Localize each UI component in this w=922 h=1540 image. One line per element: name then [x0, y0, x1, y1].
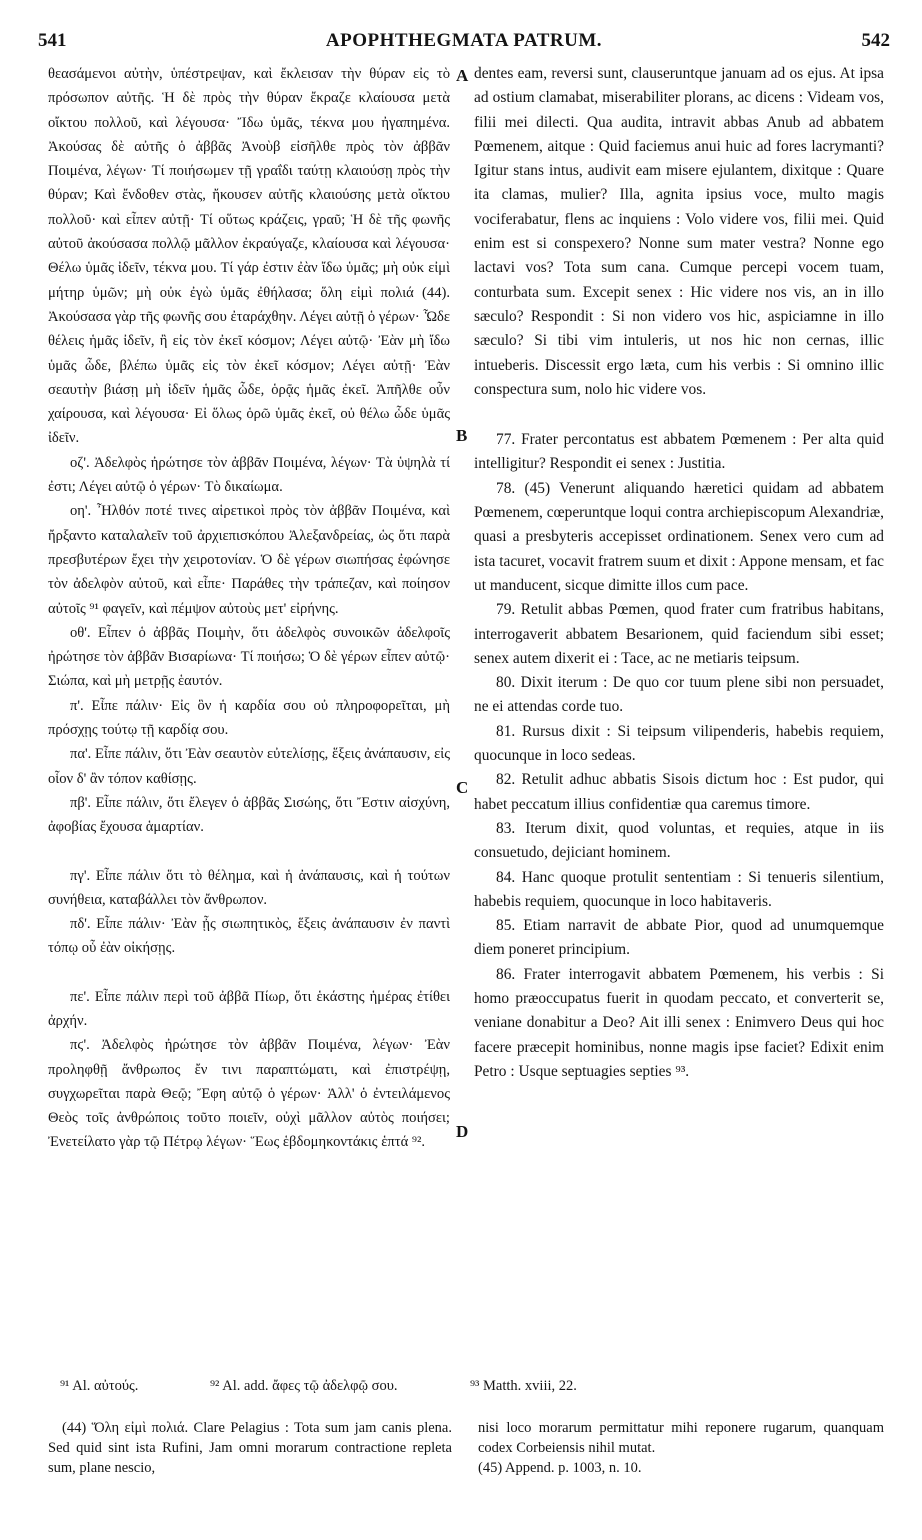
- latin-paragraph: 84. Hanc quoque protulit sententiam : Si tenueris silentium, habebis requiem, quocunque in loco habitaveris.: [474, 868, 884, 910]
- running-title: APOPHTHEGMATA PATRUM.: [325, 30, 603, 51]
- endnote-44: [48, 1418, 452, 1478]
- greek-paragraph: πα'. Εἶπε πάλιν, ὅτι Ἐὰν σεαυτὸν εὐτελίσῃς, ἕξεις ἀνάπαυσιν, εἰς οἷον δ' ἂν τόπον καθίσῃς.: [48, 746, 450, 787]
- running-header: [38, 30, 890, 60]
- greek-paragraph: πϛ'. Ἀδελφὸς ἠρώτησε τὸν ἀββᾶν Ποιμένα, λέγων· Ἐὰν προληφθῇ ἄνθρωπος ἔν τινι παραπτώματι, καὶ ἐπιστρέψῃ, συγχωρεῖται παρὰ Θεῷ; Ἔφη αὐτῷ ὁ γέρων· Ἀλλ' ὁ ἐντειλάμενος Θεὸς τοῖς ἀνθρώποις τοῦτο ποιεῖν, οὐχὶ μᾶλλον αὐτὸς ποιήσει; Ἐνετείλατο γὰρ τῷ Πέτρῳ λέγων· Ἕως ἑβδομηκοντάκις ἑπτά ⁹².: [48, 1037, 450, 1151]
- greek-paragraph: πβ'. Εἶπε πάλιν, ὅτι ἔλεγεν ὁ ἀββᾶς Σισώης, ὅτι Ἔστιν αἰσχύνη, ἀφοβίας ἔχουσα ἁμαρτίαν.: [48, 794, 450, 836]
- latin-paragraph: 78. (45) Venerunt aliquando hæretici quidam ad abbatem Pœmenem, cœperuntque loqui contra archiepiscopum Alexandriæ, quasi a presbyteris accepisset ordinationem. Senex vero cum ad ista tacuret, vocavit fratrem suum et dixit : Appone mensam, et fac ut manducent, sicque dimitte illos cum pace.: [474, 479, 884, 594]
- latin-paragraph: 79. Retulit abbas Pœmen, quod frater cum fratribus habitans, interrogaverit abbatem Besarionem, quid faciendum sibi esset; senex autem dixerit ei : Tace, ac ne metiaris teipsum.: [474, 601, 884, 667]
- greek-paragraph: πε'. Εἶπε πάλιν περὶ τοῦ ἀββᾶ Πίωρ, ὅτι ἑκάστης ἡμέρας ἐτίθει ἀρχήν.: [48, 988, 450, 1029]
- endnotes-right: [478, 1418, 884, 1478]
- footnote-93: ⁹³ Matth. xviii, 22.: [470, 1378, 577, 1394]
- latin-paragraph: 82. Retulit adhuc abbatis Sisois dictum hoc : Est pudor, qui habet peccatum illius confidentiæ qua caremus timore.: [474, 771, 884, 813]
- latin-paragraph: 81. Rursus dixit : Si teipsum vilipenderis, habebis requiem, quocunque in loco sedeas.: [474, 722, 884, 765]
- latin-paragraph: 77. Frater percontatus est abbatem Pœmenem : Per alta quid intelligitur? Respondit ei senex : Justitia.: [474, 431, 884, 473]
- margin-letter-b: B: [456, 426, 468, 445]
- endnote-45: (45) Append. p. 1003, n. 10.: [478, 1460, 642, 1476]
- left-page-number: 541: [38, 30, 67, 51]
- latin-paragraph: 85. Etiam narravit de abbate Pior, quod ad unumquemque diem poneret principium.: [474, 917, 884, 959]
- greek-paragraph: πδ'. Εἶπε πάλιν· Ἐὰν ᾖς σιωπητικὸς, ἕξεις ἀνάπαυσιν ἐν παντὶ τόπῳ οὗ ἐὰν οἰκήσῃς.: [48, 916, 450, 957]
- latin-paragraph: 86. Frater interrogavit abbatem Pœmenem, his verbis : Si homo præoccupatus fuerit in quodam peccato, et converterit se, veniane donabitur a Deo? Ait illi senex : Enimvero Deus qui hoc facere præcepit hominibus, nonne magis ipse faciet? Edixit enim Petro : Usque septuagies septies ⁹³.: [474, 965, 884, 1080]
- greek-column: [48, 62, 450, 1155]
- greek-paragraph: πγ'. Εἶπε πάλιν ὅτι τὸ θέλημα, καὶ ἡ ἀνάπαυσις, καὶ ἡ τούτων συνήθεια, καταβάλλει τὸν ἄνθρωπον.: [48, 867, 450, 908]
- greek-paragraph: οθ'. Εἶπεν ὁ ἀββᾶς Ποιμὴν, ὅτι ἀδελφὸς συνοικῶν ἀδελφοῖς ἠρώτησε τὸν ἀββᾶν Βισαρίωνα· Τί ποιήσω; Ὁ δὲ γέρων εἶπεν αὐτῷ· Σιώπα, καὶ μὴ μετρῇς ἑαυτόν.: [48, 624, 450, 690]
- greek-paragraph: θεασάμενοι αὐτὴν, ὑπέστρεψαν, καὶ ἔκλεισαν τὴν θύραν εἰς τὸ πρόσωπον αὐτῆς. Ἡ δὲ πρὸς τὴν θύραν ἔκραζε κλαίουσα μετὰ οἴκτου πολλοῦ, καὶ λέγουσα· Ἴδω ὑμᾶς, τέκνα μου ἠγαπημένα. Ἀκούσας δὲ αὐτῆς ὁ ἀββᾶς Ἀνοὺβ εἰσῆλθε πρὸς τὸν ἀββᾶν Ποιμένα, λέγων· Τί ποιήσωμεν τῇ γραΐδι ταύτῃ κλαιούσῃ πρὸς τὴν θύραν; Καὶ ἔνδοθεν στὰς, ἤκουσεν αὐτῆς κλαιούσης μετὰ οἴκτου πολλοῦ· καὶ εἶπεν αὐτῇ· Τί οὕτως κράζεις, γραῦ; Ἡ δὲ τῆς φωνῆς αὐτοῦ ἀκούσασα πολλῷ μᾶλλον ἐκραύγαζε, κλαίουσα καὶ λέγουσα· Θέλω ὑμᾶς ἰδεῖν, τέκνα μου. Τί γάρ ἐστιν ἐὰν ἴδω ὑμᾶς; μὴ οὐκ εἰμὶ μήτηρ ὑμῶν; μὴ οὐκ ἐγὼ ὑμᾶς ἐθήλασα; ὅλη εἰμὶ πολιά (44). Ἀκούσασα γὰρ τῆς φωνῆς σου ἐταράχθην. Λέγει αὐτῇ ὁ γέρων· Ὧδε θέλεις ἡμᾶς ἰδεῖν, ἢ εἰς τὸν ἐκεῖ κόσμον; Λέγει αὐτῷ· Ἐὰν μὴ ἴδω ὑμᾶς ὧδε, βλέπω ὑμᾶς εἰς τὸν ἐκεῖ κόσμον; Λέγει αὐτῇ· Ἐὰν σεαυτὴν βιάσῃ μὴ ἰδεῖν ἡμᾶς ὧδε, ὁρᾷς ἡμᾶς ἐκεῖ. Ἀπῆλθε οὖν χαίρουσα, καὶ λέγουσα· Εἰ ὅλως ὁρῶ ὑμᾶς ἐκεῖ, οὐ θέλω ὧδε ὑμᾶς ἰδεῖν.: [48, 66, 450, 447]
- latin-paragraph: 83. Iterum dixit, quod voluntas, et requies, atque in iis consuetudo, dejiciant hominem.: [474, 819, 884, 862]
- greek-paragraph: π'. Εἶπε πάλιν· Εἰς ὃν ἡ καρδία σου οὐ πληροφορεῖται, μὴ πρόσχῃς τούτῳ τῇ καρδίᾳ σου.: [48, 697, 450, 739]
- greek-paragraph: οζ'. Ἀδελφὸς ἠρώτησε τὸν ἀββᾶν Ποιμένα, λέγων· Τὰ ὑψηλὰ τί ἐστι; Λέγει αὐτῷ ὁ γέρων· Τὸ δικαίωμα.: [48, 454, 450, 496]
- right-page-number: 542: [861, 30, 890, 51]
- greek-paragraph: οη'. Ἦλθόν ποτέ τινες αἱρετικοὶ πρὸς τὸν ἀββᾶν Ποιμένα, καὶ ἤρξαντο καταλαλεῖν τοῦ ἀρχιεπισκόπου Ἀλεξανδρείας, ὡς ὅτι παρὰ πρεσβυτέρων ἔχει τὴν χειροτονίαν. Ὁ δὲ γέρων σιωπήσας ἐφώνησε τὸν ἀδελφὸν αὐτοῦ, καὶ εἶπε· Παράθες τὴν τράπεζαν, καὶ ποίησον αὐτοῖς ⁹¹ φαγεῖν, καὶ πέμψον αὐτοὺς μετ' εἰρήνης.: [48, 503, 450, 617]
- latin-paragraph: dentes eam, reversi sunt, clauseruntque januam ad os ejus. At ipsa ad ostium clamabat, miserabiliter plorans, ac dicens : Videam vos, filii mei dilecti. Qua audita, intravit abbas Anub ad abbatem Pœmenem, aitque : Quid faciemus anui huic ad fores lacrymanti? Igitur stans intus, audivit eam misere ejulantem, dixitque : Quare ita clamas, mulier? Illa, agnita ipsius voce, multo magis vociferabatur, flens ac inquiens : Volo videre vos, filii mei. Quid enim est si conspexero? Nonne sum mater vestra? Nonne ego lactavi vos? Tota sum cana. Cumque percepi vocem tuam, conturbata sum. Excepit senex : Hic videre nos vis, an in illo sæculo? Respondit : Si non videro vos hic, aspiciamne in illo sæculo? Si tibi vim intuleris, ut nos hic non cernas, illic intueberis. Discessit ergo læta, cum his verbis : Si omnino illic conspectura sum, nolo hic videre vos.: [474, 65, 884, 398]
- footnote-92: ⁹² Al. add. ἄφες τῷ ἀδελφῷ σου.: [210, 1378, 398, 1394]
- endnote-text: (44) Ὅλη εἰμὶ πολιά. Clare Pelagius : Tota sum jam canis plena. Sed quid sint ista Rufini, Jam omni morarum contractione repleta sum, plane nescio,: [48, 1420, 452, 1476]
- margin-letter-a: A: [456, 66, 469, 85]
- margin-letter-c: C: [456, 778, 469, 797]
- latin-paragraph: 80. Dixit iterum : De quo cor tuum plene sibi non persuadet, ne ei attendas corde tuo.: [474, 674, 884, 716]
- footnote-91: ⁹¹ Al. αὐτούς.: [60, 1378, 139, 1394]
- latin-column: [474, 62, 884, 1084]
- endnote-text: nisi loco morarum permittatur mihi reponere rugarum, quanquam codex Corbeiensis nihil mutat.: [478, 1420, 884, 1456]
- margin-letter-d: D: [456, 1122, 469, 1141]
